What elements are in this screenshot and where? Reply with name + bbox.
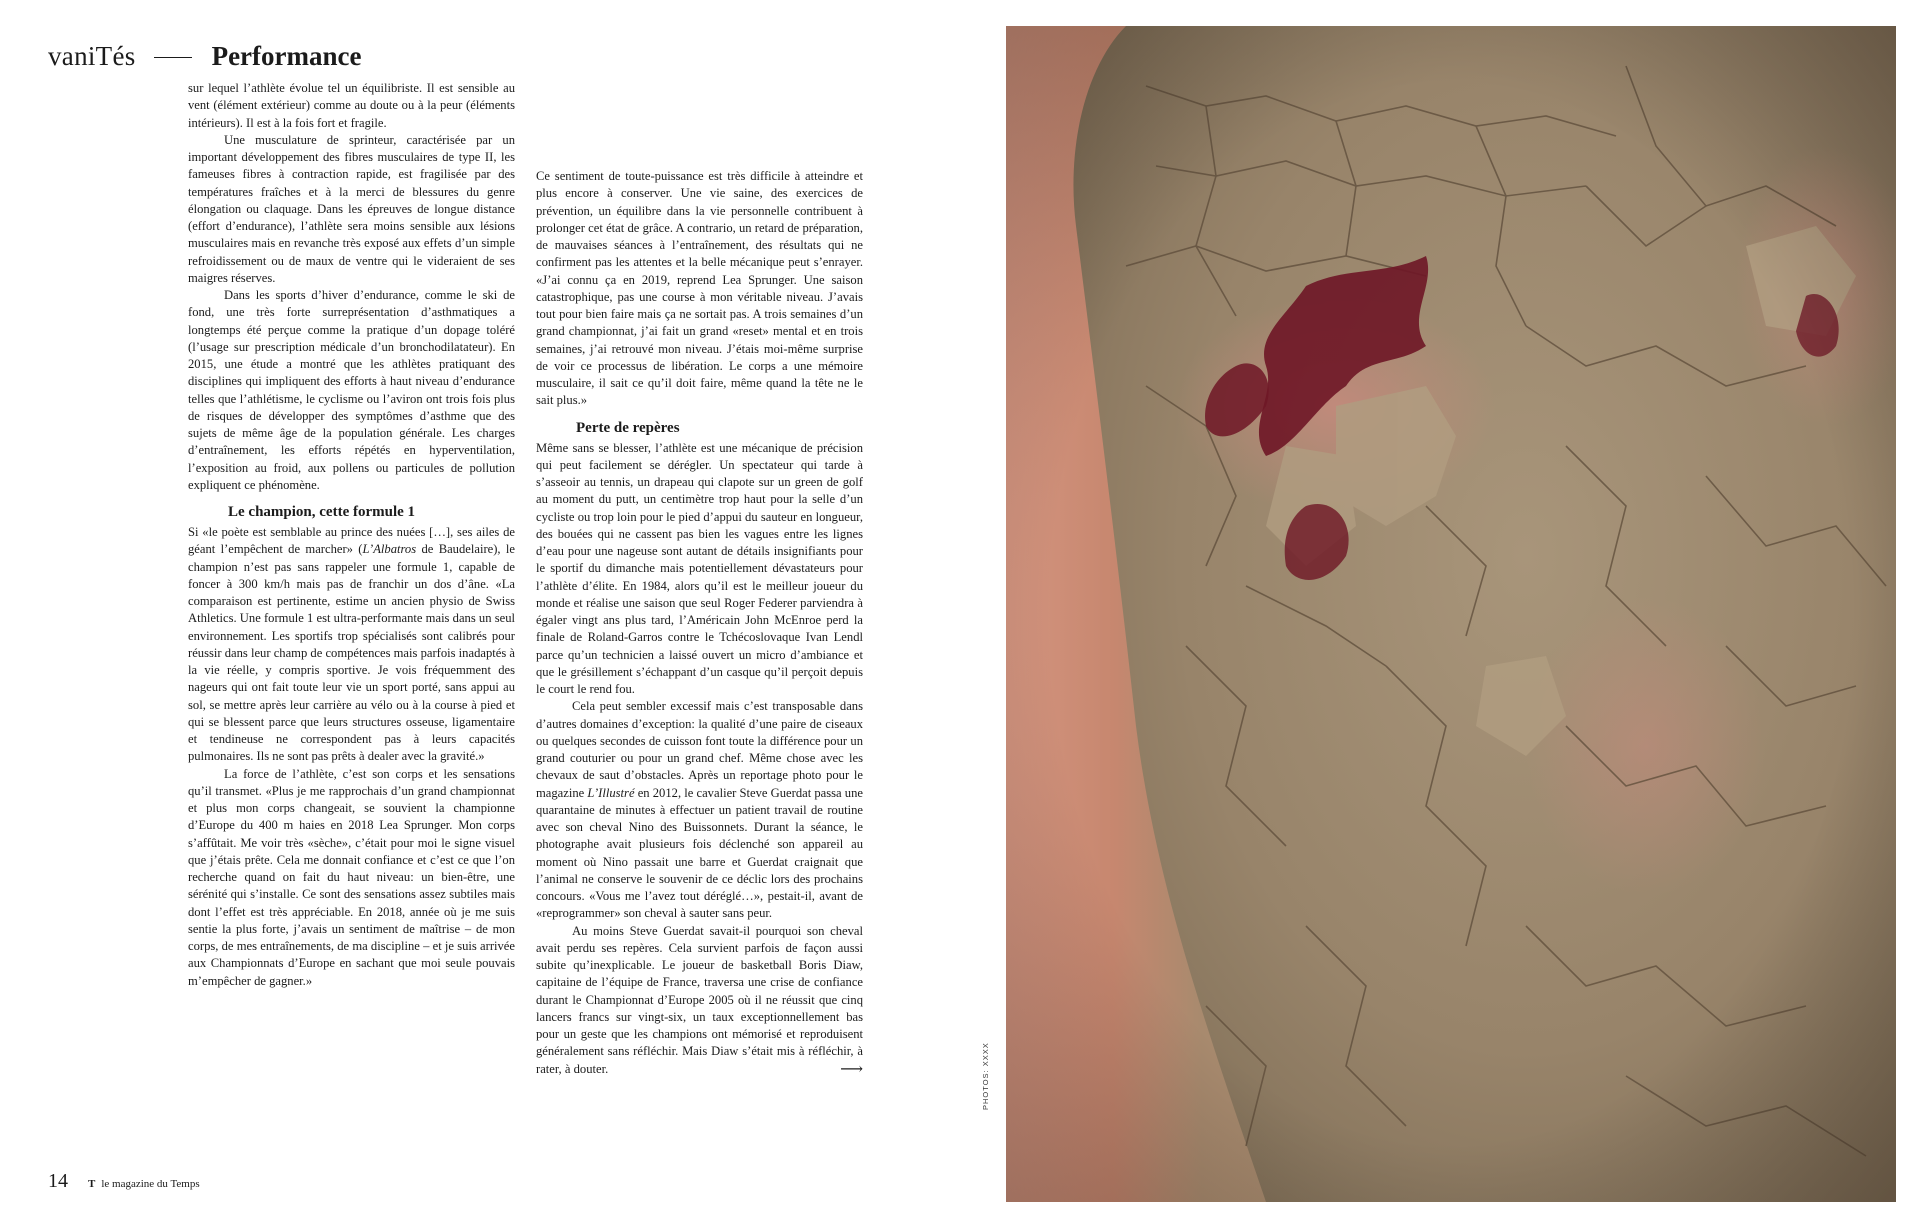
text-run: Au moins Steve Guerdat savait-il pourquoi son cheval avait perdu ses repères. Cela survient parfois de façon aussi subite qu’inexplicable. Le joueur de basketball Boris Diaw, capitaine de l’équipe de France, traversa une crise de confiance durant le Championnat d’Europe 2005 où il ne réussit que cinq lancers francs sur vingt-six, un taux exceptionnellement bas pour un geste que les champions ont mémorisé et reproduisent généralement sans réfléchir. Mais Diaw s’était mis à réfléchir, à rater, à douter. [536, 923, 863, 1076]
paragraph: Une musculature de sprinteur, caractérisée par un important développement des fibres musculaires de type II, les fameuses fibres à contraction rapide, est fragilisée par des températures fraîches et à la merci de blessures du genre élongation ou claquage. Dans les épreuves de longue distance (effort d’endurance), l’athlète sera moins sensible aux lésions musculaires mais en revanche très exposé aux effets d’un simple refroidissement ou de maux de ventre qui le videraient de ses maigres réserves. [188, 132, 515, 285]
text-run: en 2012, le cavalier Steve Guerdat passa une quarantaine de minutes à effectuer un patient travail de routine avec son cheval Nino des Buissonnets. Durant la séance, le photographe avait plusieurs fois déclenché son appareil au moment où Nino passait une barre et Guerdat craignait que l’animal ne conserve le souvenir de ce déclic lors des prochains concours. «Vous me l’avez tout déréglé…», pestait-il, avant de «reprogrammer» son cheval à sauter sans peur. [536, 785, 863, 921]
page-title: Performance [211, 40, 362, 71]
text-run: Si «le poète est semblable au prince des nuées […], ses ailes de géant l’empêchent de marcher» ( [188, 525, 515, 557]
paragraph: Dans les sports d’hiver d’endurance, comme le ski de fond, une très forte surreprésentation d’asthmatiques a longtemps été perçue comme la pratique d’un dopage toléré (l’usage sur prescription médicale d’un bronchodilatateur). En 2015, une étude a montré que les athlètes pratiquant des disciplines qui impliquent des efforts à haut niveau d’endurance telles que l’athlétisme, le cyclisme ou l’aviron ont trois fois plus de risques de développer des symptômes d’asthme que des sujets de même âge de la population générale. Les charges d’entraînement, les efforts répétés en hyperventilation, l’exposition au froid, aux pollens ou particules de pollution expliquent ce phénomène. [188, 288, 515, 492]
article-column-2 [536, 168, 863, 1228]
magazine-logo: T [88, 1178, 96, 1190]
paragraph [188, 524, 515, 766]
page-footer [48, 1170, 200, 1193]
page-header [48, 36, 362, 76]
magazine-name: le magazine du Temps [101, 1178, 200, 1190]
header-dash [154, 57, 192, 58]
section-name: vaniTés [48, 40, 136, 71]
paragraph [536, 698, 863, 922]
article-column-1 [188, 80, 515, 1140]
paragraph: Ce sentiment de toute-puissance est très difficile à atteindre et plus encore à conserver. Une vie saine, des exercices de prévention, un équilibre dans la vie personnelle contribuent à prolonger cet état de grâce. A contrario, un retard de préparation, de mauvaises séances à l’entraînement, des résultats qui ne confirment pas les attentes et la belle mécanique peut s’enrayer. «J’ai connu ça en 2019, reprend Lea Sprunger. Une saison catastrophique, pas une course à mon véritable niveau. J’avais tout pour bien faire mais ça ne sortait pas. A trois semaines d’un grand championnat, j’ai fait un grand «reset» mental et en trois semaines, j’ai retrouvé mon niveau. J’étais moi-même surprise de voir ce processus de libération. Le corps a une mémoire musculaire, il sait ce qu’il doit faire, même quand la tête ne le sait plus.» [536, 169, 863, 408]
photo-credit-text: PHOTOS: XXXX [981, 1042, 990, 1110]
page-number: 14 [48, 1170, 68, 1192]
paragraph [536, 923, 863, 1078]
cracked-mud-photo [1006, 26, 1896, 1202]
text-run: de Baudelaire), le champion n’est pas sans rappeler une formule 1, capable de foncer à 300 km/h mais pas de franchir un dos d’âne. «La comparaison est pertinente, estime un ancien physio de Swiss Athletics. Une formule 1 est ultra-performante mais dans un seul environnement. Les sportifs trop spécialisés sont calibrés pour réussir dans leur champ de compétences mais parfois inadaptés à la vie réelle, y compris sportive. Je vois fréquemment des nageurs qui ont fait toute leur vie un sport porté, sans appui au sol, se mettre après leur carrière au vélo ou à la course à pied et qui se blessent parce que leurs structures osseuse, ligamentaire et tendineuse ne correspondent pas à leurs capacités pulmonaires. Ils ne sont pas prêts à dealer avec la gravité.» [188, 542, 516, 764]
paragraph: Même sans se blesser, l’athlète est une mécanique de précision qui peut facilement se dérégler. Un spectateur qui tarde à s’asseoir au tennis, un drapeau qui clapote sur un green de golf au moment du putt, un centimètre trop haut pour la selle d’un cycliste ou trop loin pour le pied d’appui du sauteur en longueur, des bouées qui ne cassent pas bien les vagues entre les lignes d’eau pour une nageuse sont autant de détails insignifiants pour le sportif du dimanche mais potentiellement dévastateurs pour l’athlète d’élite. En 1984, alors qu’il est le meilleur joueur du monde et réalise une saison que seul Roger Federer parviendra à égaler vingt ans plus tard, l’Américain John McEnroe perd la finale de Roland-Garros contre le Tchécoslovaque Ivan Lendl parce qu’un technicien a laissé ouvert un micro d’ambiance et que le grésillement s’échappant d’un casque qu’il perçoit depuis le court le rend fou. [536, 440, 863, 696]
continue-arrow-icon: ⟶ [840, 1060, 863, 1078]
italic-title: L’Illustré [587, 785, 635, 800]
text-run: Cela peut sembler excessif mais c’est transposable dans d’autres domaines d’exception: la qualité d’une paire de ciseaux ou quelques secondes de cuisson font toute la différence pour un grand couturier ou pour un grand chef. Même chose avec les chevaux de saut d’obstacles. Après un reportage photo pour le magazine [536, 699, 863, 800]
paragraph: La force de l’athlète, c’est son corps et les sensations qu’il transmet. «Plus je me rapprochais d’un grand championnat et plus mon corps changeait, se souvient la championne d’Europe du 400 m haies en 2018 Lea Sprunger. Mon corps s’affûtait. Me voir très «sèche», c’était pour moi le signe visuel que j’étais prête. Cela me donnait confiance et c’est ce que l’on recherche quand on fait du haut niveau: un bien-être, une sérénité qui s’installe. Ce sont des sensations assez subtiles mais dont l’effet est très appréciable. En 2018, année où je me suis sentie la plus forte, j’avais un sentiment de maîtrise – de mon corps, de mes entraînements, de ma discipline – et je suis arrivée aux Championnats d’Europe en sachant que moi seule pouvais m’empêcher de gagner.» [188, 766, 515, 988]
paragraph: sur lequel l’athlète évolue tel un équilibriste. Il est sensible au vent (élément extérieur) comme au doute ou à la peur (éléments intérieurs). Il est à la fois fort et fragile. [188, 81, 515, 130]
photo-credit [981, 1040, 1005, 1120]
photo-vignette [1006, 26, 1896, 1202]
subheading: Perte de repères [576, 419, 680, 436]
subheading: Le champion, cette formule 1 [228, 504, 416, 520]
italic-title: L’Albatros [362, 542, 417, 557]
